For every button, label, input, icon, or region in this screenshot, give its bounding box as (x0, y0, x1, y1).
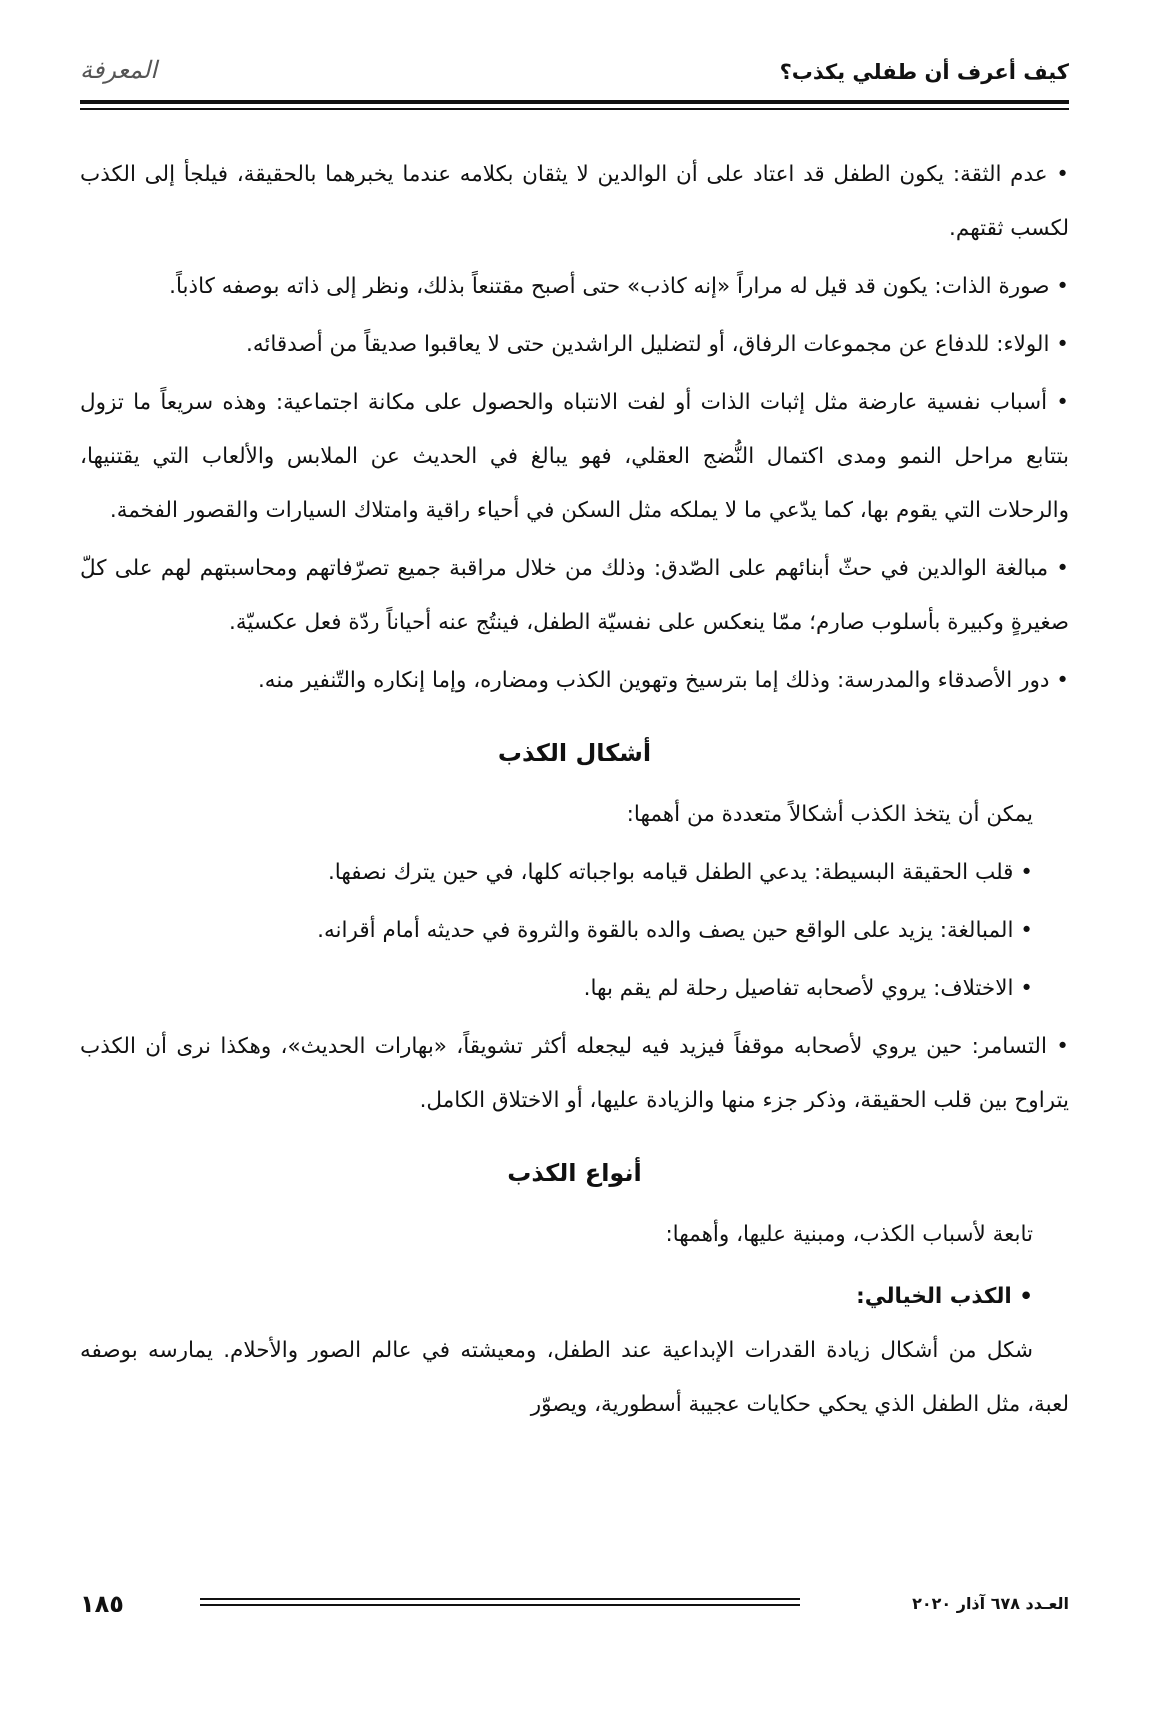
form-item-exaggeration: • المبالغة: يزيد على الواقع حين يصف والده بالقوة والثروة في حديثه أمام أقرانه. (80, 904, 1069, 958)
page-header (80, 48, 1069, 98)
header-divider-thick (80, 100, 1069, 104)
footer-divider-bottom (200, 1604, 800, 1606)
header-divider-thin (80, 108, 1069, 110)
article-body (80, 148, 1069, 1432)
magazine-logo: المعرفة (80, 56, 158, 84)
cause-distrust: • عدم الثقة: يكون الطفل قد اعتاد على أن الوالدين لا يثقان بكلامه عندما يخبرهما بالحقيقة، فيلجأ إلى الكذب لكسب ثقتهم. (80, 148, 1069, 256)
cause-friends-school: • دور الأصدقاء والمدرسة: وذلك إما بترسيخ وتهوين الكذب ومضاره، وإما إنكاره والتّنفير منه. (80, 654, 1069, 708)
page-number: ١٨٥ (80, 1590, 124, 1618)
running-title: كيف أعرف أن طفلي يكذب؟ (779, 60, 1069, 84)
type-item-title: • الكذب الخيالي: (80, 1270, 1069, 1324)
type-item-body: شكل من أشكال زيادة القدرات الإبداعية عند الطفل، ومعيشته في عالم الصور والأحلام. يمارسه بوصفه لعبة، مثل الطفل الذي يحكي حكايات عجيبة أسطورية، ويصوّر (80, 1338, 1069, 1417)
types-lead: تابعة لأسباب الكذب، ومبنية عليها، وأهمها: (665, 1222, 1033, 1247)
cause-parental-pressure: • مبالغة الوالدين في حثّ أبنائهم على الصّدق: وذلك من خلال مراقبة جميع تصرّفاتهم ومحاسبتهم لهم على كلّ صغيرةٍ وكبيرة بأسلوب صارم؛ ممّا ينعكس على نفسيّة الطفل، فينتُج عنه أحياناً ردّة فعل عكسيّة. (80, 542, 1069, 650)
cause-loyalty: • الولاء: للدفاع عن مجموعات الرفاق، أو لتضليل الراشدين حتى لا يعاقبوا صديقاً من أصدقائه. (80, 318, 1069, 372)
section-heading-types: أنواع الكذب (507, 1159, 642, 1187)
footer-divider-top (200, 1598, 800, 1600)
form-item-fabrication: • الاختلاف: يروي لأصحابه تفاصيل رحلة لم يقم بها. (80, 962, 1069, 1016)
issue-info: العـدد ٦٧٨ آذار ٢٠٢٠ (912, 1594, 1069, 1613)
forms-lead: يمكن أن يتخذ الكذب أشكالاً متعددة من أهمها: (626, 802, 1033, 827)
form-item-inversion: • قلب الحقيقة البسيطة: يدعي الطفل قيامه بواجباته كلها، في حين يترك نصفها. (80, 846, 1069, 900)
cause-self-image: • صورة الذات: يكون قد قيل له مراراً «إنه كاذب» حتى أصبح مقتنعاً بذلك، ونظر إلى ذاته بوصفه كاذباً. (80, 260, 1069, 314)
cause-psychological: • أسباب نفسية عارضة مثل إثبات الذات أو لفت الانتباه والحصول على مكانة اجتماعية: وهذه سريعاً ما تزول بتتابع مراحل النمو ومدى اكتمال النُّضج العقلي، فهو يبالغ في الحديث عن الملابس والألعاب التي يقتنيها، والرحلات التي يقوم بها، كما يدّعي ما لا يملكه مثل السكن في أحياء راقية وامتلاك السيارات والقصور الفخمة. (80, 376, 1069, 538)
forms-closing: • التسامر: حين يروي لأصحابه موقفاً فيزيد فيه ليجعله أكثر تشويقاً، «بهارات الحديث»، وهكذا نرى أن الكذب يتراوح بين قلب الحقيقة، وذكر جزء منها والزيادة عليها، أو الاختلاق الكامل. (80, 1020, 1069, 1128)
section-heading-forms: أشكال الكذب (497, 739, 652, 767)
